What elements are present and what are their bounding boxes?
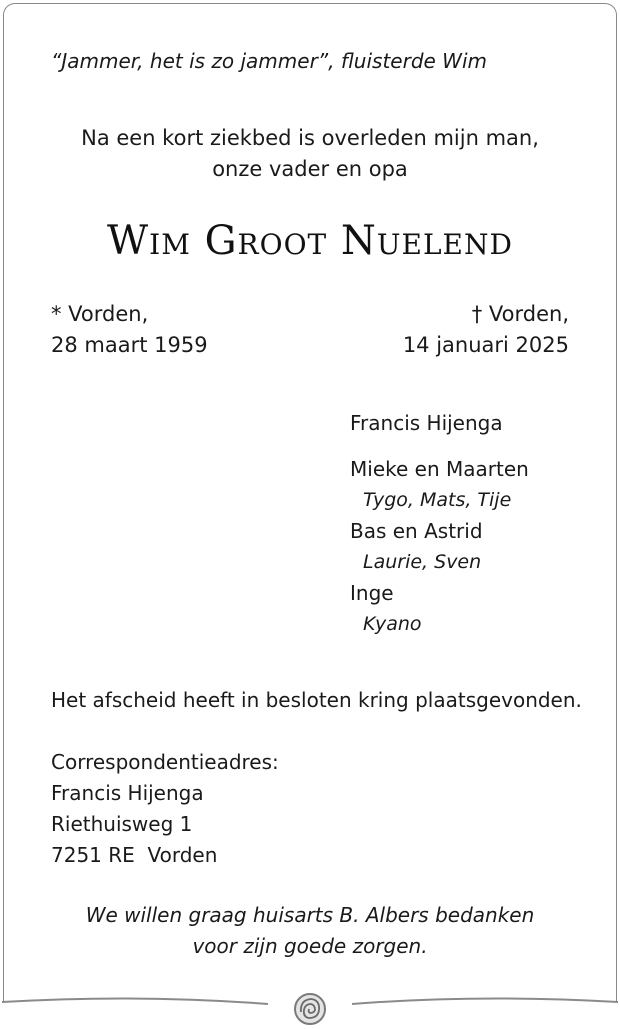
left-swoosh: [2, 998, 268, 1004]
child-parents: Mieke en Maarten: [350, 457, 529, 481]
deceased-name: Wim Groot Nuelend: [107, 218, 513, 264]
child-parents: Bas en Astrid: [350, 519, 483, 543]
family-list: [350, 408, 529, 640]
opening-quote: “Jammer, het is zo jammer”, fluisterde Wim: [51, 49, 487, 73]
death-date: 14 januari 2025: [402, 333, 569, 357]
intro-line-1: Na een kort ziekbed is overleden mijn man,: [81, 126, 539, 150]
grandchildren: Kyano: [363, 613, 422, 635]
farewell-text: Het afscheid heeft in besloten kring plaatsgevonden.: [51, 688, 582, 712]
grandchildren: Laurie, Sven: [363, 551, 482, 573]
intro-line-2: onze vader en opa: [212, 157, 408, 181]
correspondence-label: Correspondentieadres:: [51, 750, 279, 774]
birth-place: * Vorden,: [51, 302, 149, 326]
birth-date: 28 maart 1959: [51, 333, 208, 357]
correspondence-city: 7251 RE Vorden: [51, 843, 218, 867]
correspondence-name: Francis Hijenga: [51, 781, 204, 805]
correspondence-street: Riethuisweg 1: [51, 812, 193, 836]
grandchildren: Tygo, Mats, Tije: [363, 489, 512, 511]
family-gap: [350, 439, 529, 454]
thanks-line-1: We willen graag huisarts B. Albers bedanken: [85, 903, 535, 927]
correspondence-address: [51, 747, 279, 871]
spouse-name: Francis Hijenga: [350, 411, 503, 435]
thanks-line-2: voor zijn goede zorgen.: [192, 934, 428, 958]
child-parents: Inge: [350, 581, 394, 605]
rose-icon: [295, 994, 325, 1024]
bottom-ornament: [0, 980, 620, 1029]
right-swoosh: [352, 998, 618, 1004]
death-place: † Vorden,: [471, 302, 569, 326]
